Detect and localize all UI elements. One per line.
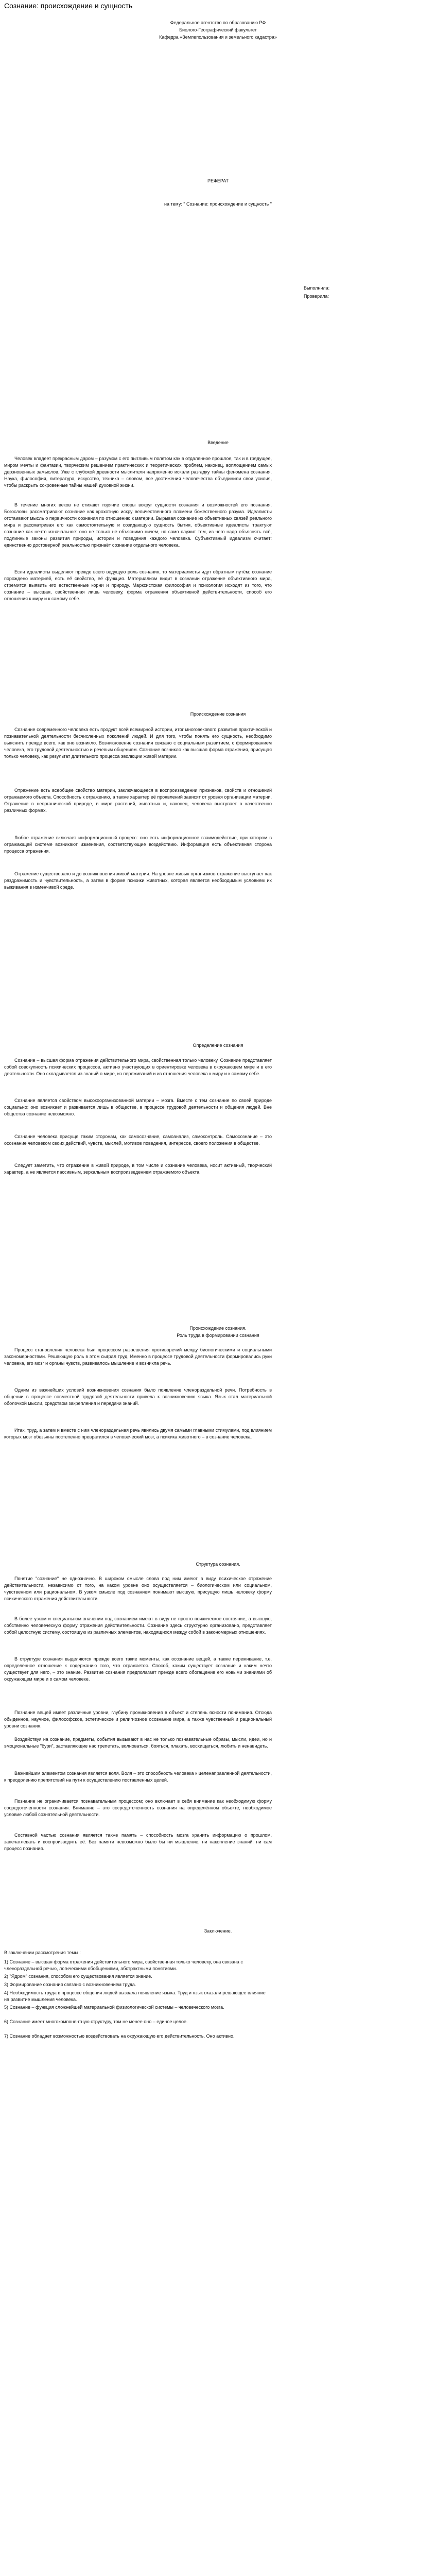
conclusion-item: 3) Формирование сознания связано с возникновением труда. — [4, 1982, 136, 1987]
conclusion-item: 2) "Ядром" сознания, способом его существования является знание. — [4, 1974, 152, 1979]
paragraph: В структуре сознания выделяются прежде всего такие моменты, как осознание вещей, а также переживание, т.е. определённое отношение к содержанию того, что отражается. Способ, каким существует сознание и каким нечто существует для него, – это знание. Развитие сознания предполагает прежде всего обогащение его новыми знаниями об окружающем мире и о самом человеке. — [4, 1656, 272, 1682]
conclusion-intro: В заключении рассмотрения темы : — [4, 1950, 81, 1955]
document-topic: на тему: " Сознание: происхождение и сущность " — [164, 201, 272, 207]
conclusion-item: 1) Сознание – высшая форма отражения действительного мира, свойственная только человеку, она связана с членораздельной речью, логическими обобщениями, абстрактными понятиями. — [4, 1959, 243, 1971]
paragraph: Одним из важнейших условий возникновения сознания было появление членораздельной речи. Потребность в общении в процессе совместной трудовой деятельности привела к возникновению языка. Язык стал материальной оболочкой мысли, средством закрепления и передачи знаний. — [4, 1387, 272, 1406]
section-heading-structure: Структура сознания. — [196, 1562, 240, 1567]
page-title: Сознание: происхождение и сущность — [4, 2, 133, 10]
paragraph: Процесс становления человека был процессом разрешения противоречий между биологическими и социальными закономерностями. Решающую роль в этом сыграл труд. Именно в процессе трудовой деятельности формировались руки человека, его мозг и органы чувств, развивалось мышление и возникла речь. — [4, 1347, 272, 1366]
section-heading-conclusion: Заключение. — [204, 1928, 232, 1934]
paragraph: Сознание человека присуще таким сторонам, как самосознание, самоанализ, самоконтроль. Самосознание – это осознание человеком своих действий, чувств, мыслей, мотивов поведения, интересов, своего положения в обществе. — [4, 1134, 272, 1146]
paragraph: Человек владеет прекрасным даром – разумом с его пытливым полетом как в отдаленное прошлое, так и в грядущее, миром мечты и фантазии, творческим решением практических и теоретических проблем, наконец, воплощением самых дерзновенных замыслов. Уже с глубокой древности мыслители напряженно искали разгадку тайны феномена сознания. Наука, философия, литература, искусство, техника – словом, все достижения человечества объединили свои усилия, чтобы раскрыть сокровенные тайны нашей духовной жизни. — [4, 456, 272, 488]
section-heading-origin: Происхождение сознания — [190, 711, 246, 717]
paragraph: Отражение существовало и до возникновения живой материи. На уровне живых организмов отражение выступает как раздражимость и чувствительность, а затем в форме психики животных, которая является необходимым условием их выживания в изменчивой среде. — [4, 871, 272, 890]
conclusion-item: 4) Необходимость труда в процессе общения людей вызвала появление языка. Труд и язык оказали решающее влияние на развитие мышления человека. — [4, 1990, 266, 2002]
paragraph: Отражение есть всеобщее свойство материи, заключающееся в воспроизведении признаков, свойств и отношений отражаемого объекта. Способность к отражению, а также характер её проявлений зависят от уровня организации материи. Отражение в неорганической природе, в мире растений, животных и, наконец, человека выступает в качественно различных формах. — [4, 788, 272, 813]
paragraph: Следует заметить, что отражение в живой природе, в том числе и сознание человека, носит активный, творческий характер, а не является пассивным, зеркальным воспроизведением отражаемого объекта. — [4, 1163, 272, 1175]
paragraph: Понятие "сознание" не однозначно. В широком смысле слова под ним имеют в виду психическое отражение действительности, независимо от того, на каком уровне оно осуществляется – биологическом или социальном, чувственном или рациональном. В узком смысле под сознанием понимают высшую, присущую лишь человеку форму психического отражения действительности. — [4, 1576, 272, 1601]
paragraph: В течение многих веков не стихают горячие споры вокруг сущности сознания и возможностей его познания. Богословы рассматривают сознание как крохотную искру величественного пламени божественного разума. Идеалисты отстаивают мысль о первичности сознания по отношению к материи. Вырывая сознание из объективных связей реального мира и рассматривая его как самостоятельную и созидающую сущность бытия, объективные идеалисты трактуют сознание как нечто изначальное: оно не только не объяснимо ничем, но само служит тем, из чего надо объяснять всё, подлинные законы развития природы, истории и поведения каждого человека. Субъективный идеализм считает: единственно достоверной реальностью признаёт сознание отдельного человека. — [4, 502, 272, 548]
conclusion-item: 7) Сознание обладает возможностью воздействовать на окружающую его действительность. Оно активно. — [4, 2033, 235, 2039]
signature-checked: Проверила: — [304, 294, 329, 299]
paragraph: Если идеалисты выделяют прежде всего ведущую роль сознания, то материалисты идут обратным путём: сознание порождено материей, есть её свойство, её функция. Материализм видит в сознании отражение объективного мира, стремится выявить его естественные корни и природу. Марксистская философия и психология исходят из того, что сознание – высшая, свойственная лишь человеку, форма отражения объективной действительности, способ его отношения к миру и к самому себе. — [4, 569, 272, 601]
section-heading-definition: Определение сознания — [193, 1043, 243, 1048]
paragraph: Познание не ограничивается познавательным процессом; оно включает в себя внимание как необходимую форму сосредоточенности сознания. Внимание – это сосредоточенность сознания на определённом объекте, необходимое условие любой сознательной деятельности. — [4, 1799, 272, 1817]
paragraph: Составной частью сознания является также память – способность мозга хранить информацию о прошлом, запечатлевать и воспроизводить её. Без памяти невозможно было бы ни мышление, ни накопление знаний, ни сам процесс познания. — [4, 1833, 272, 1851]
section-subheading-roles: Роль труда в формировании сознания — [177, 1333, 259, 1338]
header-line-department: Кафедра «Землепользования и земельного кадастра» — [159, 35, 277, 40]
document-type: РЕФЕРАТ — [207, 178, 229, 183]
paragraph: Познание вещей имеет различные уровни, глубину проникновения в объект и степень ясности понимания. Отсюда обыденное, научное, философское, эстетическое и религиозное осознание мира, а также чувственный и рациональный уровни сознания. — [4, 1710, 272, 1728]
conclusion-item: 5) Сознание – функция сложнейшей материальной физиологической системы – человеческого мозга. — [4, 2005, 224, 2010]
paragraph: Важнейшим элементом сознания является воля. Воля – это способность человека к целенаправленной деятельности, к преодолению препятствий на пути к осуществлению поставленных целей. — [4, 1771, 272, 1783]
paragraph: Сознание – высшая форма отражения действительного мира, свойственная только человеку. Сознание представляет собой совокупность психических процессов, активно участвующих в ориентировке человека в окружающем мире и в его деятельности. Оно складывается из знаний о мире, из переживаний и из отношения человека к миру и к самому себе. — [4, 1058, 272, 1076]
paragraph: Итак, труд, а затем и вместе с ним членораздельная речь явились двумя самыми главными стимулами, под влиянием которых мозг обезьяны постепенно превратился в человеческий мозг, а психика животного – в сознание человека. — [4, 1428, 272, 1439]
section-heading-intro: Введение — [207, 440, 229, 445]
section-heading-roles: Происхождение сознания. — [189, 1326, 247, 1331]
signature-performed: Выполнила: — [304, 285, 330, 291]
paragraph: В более узком и специальном значении под сознанием имеют в виду не просто психическое состояние, а высшую, собственно человеческую форму отражения действительности. Сознание здесь структурно организовано, представляет собой целостную систему, состоящую из различных элементов, находящихся между собой в закономерных отношениях. — [4, 1616, 272, 1635]
paragraph: Сознание современного человека есть продукт всей всемирной истории, итог многовекового развития практической и познавательной деятельности бесчисленных поколений людей. И для того, чтобы понять его сущность, необходимо выяснить прежде всего, как оно возникло. Возникновение сознания связано с социальным развитием, с формированием человека, его трудовой деятельностью и речевым общением. Сознание возникло как высшая форма отражения, присущая только человеку, как результат длительного процесса эволюции живой материи. — [4, 727, 272, 759]
header-line-faculty: Биолого-Географический факультет — [179, 27, 257, 32]
paragraph: Воздействуя на сознание, предметы, события вызывают в нас не только познавательные образы, мысли, идеи, но и эмоциональные "бури", заставляющие нас трепетать, волноваться, бояться, плакать, восхищаться, любить и ненавидеть. — [4, 1737, 272, 1749]
conclusion-item: 6) Сознание имеет многокомпонентную структуру, том не менее оно – единое целое. — [4, 2019, 188, 2024]
header-line-agency: Федеральное агентство по образованию РФ — [170, 20, 266, 25]
paragraph: Сознание является свойством высокоорганизованной материи – мозга. Вместе с тем сознание по своей природе социально: оно возникает и развивается лишь в обществе, в процессе трудовой деятельности и общения людей. Вне общества сознание невозможно. — [4, 1098, 272, 1116]
paragraph: Любое отражение включает информационный процесс: оно есть информационное взаимодействие, при котором в отражающей системе возникают изменения, соответствующие воздействию. Информация есть объективная сторона процесса отражения. — [4, 835, 272, 854]
